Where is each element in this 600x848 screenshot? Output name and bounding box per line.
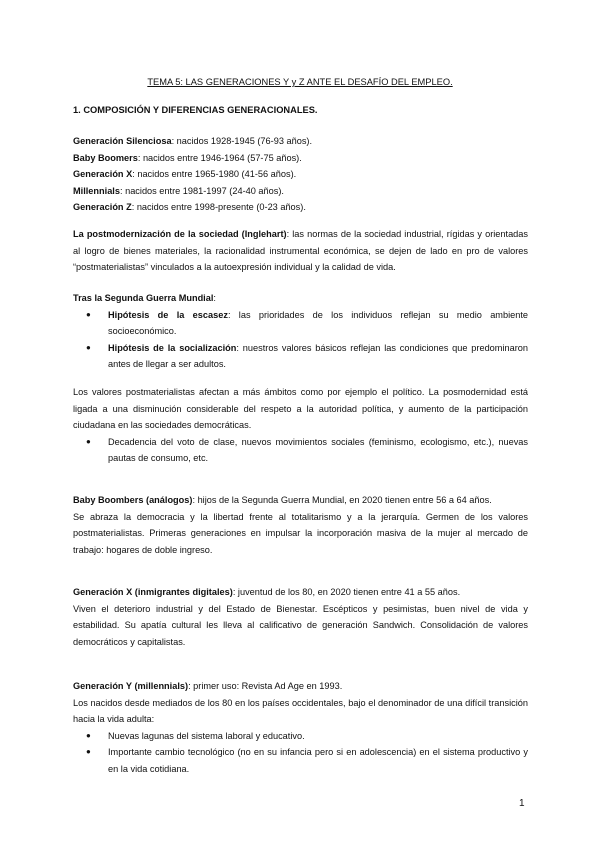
list-item: ● Hipótesis de la escasez: las prioridades de los individuos reflejan su medio ambiente socioeconómico. bbox=[73, 307, 528, 340]
document-title: TEMA 5: LAS GENERACIONES Y y Z ANTE EL DESAFÍO DEL EMPLEO. bbox=[147, 77, 453, 87]
list-item: ● Importante cambio tecnológico (no en su infancia pero si en adolescencia) en el sistema productivo y en la vida cotidiana. bbox=[73, 744, 528, 777]
generation-y-paragraph: Generación Y (millennials): primer uso: Revista Ad Age en 1993. Los nacidos desde mediados de los 80 en los países occidentales, bajo el denominador de una difícil transición hacia la vida adulta: ● Nuevas lagunas del sistema laboral y educativo. ● Importante cambio tecnológico (no en su infancia pero si en adolescencia) en el sistema productivo y en la vida cotidiana. bbox=[73, 678, 528, 778]
postmodernization-paragraph: La postmodernización de la sociedad (Inglehart): las normas de la sociedad industrial, rígidas y orientadas al logro de bienes materiales, la racionalidad instrumental económica, se dejen de lado en pro de valores “postmaterialistas” vinculados a la autoexpresión individual y la calidad de vida. bbox=[73, 229, 528, 273]
section-heading: 1. COMPOSICIÓN Y DIFERENCIAS GENERACIONALES. bbox=[73, 105, 318, 115]
generation-x-paragraph: Generación X (inmigrantes digitales): juventud de los 80, en 2020 tienen entre 41 a 55 años. Viven el deterioro industrial y del Estado de Bienestar. Escépticos y pesimistas, buen nivel de vida y estabilidad. Su apatía cultural les lleva al calificativo de generación Sandwich. Consolidación de valores democráticos y capitalistas. bbox=[73, 587, 528, 647]
postwar-heading: Tras la Segunda Guerra Mundial: bbox=[73, 293, 216, 303]
postmaterial-list bbox=[73, 434, 528, 467]
generation-line: Baby Boomers: nacidos entre 1946-1964 (57-75 años). bbox=[73, 152, 302, 163]
postwar-list bbox=[73, 307, 528, 373]
list-item: ● Hipótesis de la socialización: nuestros valores básicos reflejan las condiciones que predominaron antes de llegar a ser adultos. bbox=[73, 340, 528, 373]
postmaterial-paragraph: Los valores postmaterialistas afectan a más ámbitos como por ejemplo el político. La posmodernidad está ligada a una disminución considerable del respeto a la autoridad política, y aumento de la participación ciudadana en las sociedades democráticas. ● Decadencia del voto de clase, nuevos movimientos sociales (feminismo, ecologismo, etc.), nuevas pautas de consumo, etc. bbox=[73, 384, 528, 467]
page-number: 1 bbox=[519, 798, 525, 809]
generation-line: Millennials: nacidos entre 1981-1997 (24-40 años). bbox=[73, 185, 284, 196]
baby-boomers-paragraph: Baby Boombers (análogos): hijos de la Segunda Guerra Mundial, en 2020 tienen entre 56 a 64 años. Se abraza la democracia y la libertad frente al totalitarismo y a la jerarquía. Germen de los valores postmaterialistas. Primeras generaciones en impulsar la incorporación masiva de la mujer al mercado de trabajo: hogares de doble ingreso. bbox=[73, 495, 528, 555]
generations-list bbox=[73, 133, 528, 216]
list-item: ● Decadencia del voto de clase, nuevos movimientos sociales (feminismo, ecologismo, etc.), nuevas pautas de consumo, etc. bbox=[73, 434, 528, 467]
generation-line: Generación Silenciosa: nacidos 1928-1945 (76-93 años). bbox=[73, 136, 313, 146]
generation-line: Generación Z: nacidos entre 1998-presente (0-23 años). bbox=[73, 202, 306, 213]
list-item: ● Nuevas lagunas del sistema laboral y educativo. bbox=[73, 728, 528, 745]
generation-y-list bbox=[73, 728, 528, 778]
postwar-section bbox=[73, 290, 528, 373]
generation-line: Generación X: nacidos entre 1965-1980 (41-56 años). bbox=[73, 169, 297, 180]
